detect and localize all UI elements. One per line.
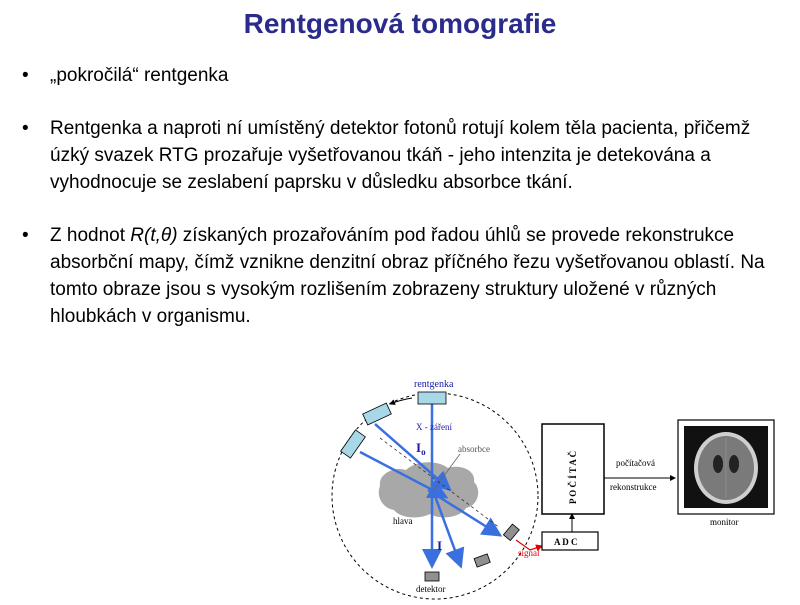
bullet-text: „pokročilá“ rentgenka: [50, 65, 229, 86]
label-rekonstrukce: rekonstrukce: [610, 482, 657, 492]
bullet-list: [22, 62, 782, 330]
bullet-text: Rentgenka a naproti ní umístěný detektor fotonů rotují kolem těla pacienta, přičemž úzký svazek RTG prozařuje vyšetřovanou tkáň - jeho intenzita je detekována a vyhodnocuje se zeslabení paprsku v důsledku absorbce tkání.: [50, 118, 751, 193]
label-hlava: hlava: [393, 516, 413, 526]
bullet-marker: •: [22, 65, 29, 86]
label-absorbce: absorbce: [458, 444, 490, 454]
detector: [503, 524, 519, 541]
xray-tube: [363, 403, 392, 425]
formula: R(t,θ): [130, 225, 178, 246]
label-i: I: [437, 538, 443, 553]
label-x-zareni: X - záření: [416, 422, 452, 432]
bullet-item: [22, 115, 782, 196]
bullet-item: [22, 62, 782, 89]
label-signal: signal: [518, 548, 540, 558]
label-pocitacova: počítačová: [616, 458, 655, 468]
detector: [474, 554, 490, 567]
bullet-text-pre: Z hodnot: [50, 225, 131, 246]
ventricle-right: [729, 455, 739, 473]
ventricle-left: [713, 455, 723, 473]
label-rentgenka: rentgenka: [414, 379, 454, 390]
label-i0: [416, 440, 426, 457]
xray-tube: [418, 392, 446, 404]
bullet-text-post: získaných prozařováním pod řadou úhlů se provede rekonstrukce absorbční mapy, čímž vznikne denzitní obraz příčného řezu vyšetřovanou oblastí. Na tomto obraze jsou s vysokým rozlišením zobrazeny struktury uložené v různých hloubkách v organismu.: [50, 225, 765, 327]
label-i0-main: I: [416, 440, 422, 455]
label-monitor: monitor: [710, 517, 739, 527]
bullet-marker: •: [22, 225, 29, 246]
ct-diagram: [320, 378, 790, 600]
label-adc: A D C: [554, 537, 578, 547]
label-pocitac: P O Č Í T A Č: [568, 450, 578, 504]
detector: [425, 572, 439, 581]
bullet-marker: •: [22, 118, 29, 139]
bullet-item: [22, 222, 782, 330]
label-i0-sub: o: [421, 447, 426, 457]
label-detektor: detektor: [416, 584, 446, 594]
slide-title: Rentgenová tomografie: [243, 8, 557, 39]
